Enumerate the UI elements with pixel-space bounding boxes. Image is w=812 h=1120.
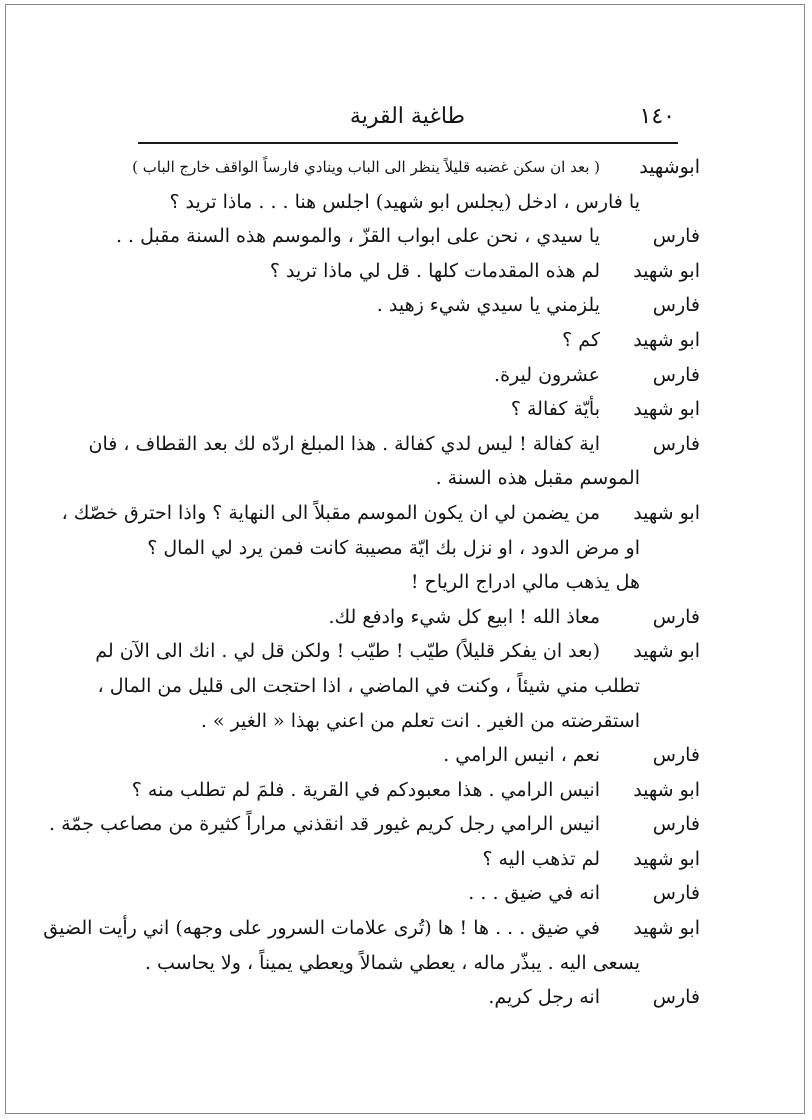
speaker-name: فارس: [652, 882, 700, 905]
dialogue-line: [100, 254, 700, 289]
speech-text: بأيّة كفالة ؟: [510, 398, 600, 421]
dialogue-line: [100, 565, 700, 600]
speech-text: انه رجل كريم.: [488, 986, 600, 1009]
speaker-name: فارس: [652, 294, 700, 317]
dialogue-line: [100, 461, 700, 496]
speaker-name: ابو شهيد: [633, 328, 700, 351]
speaker-name: فارس: [652, 225, 700, 248]
speech-text: يسعى اليه . يبذّر ماله ، يعطي شمالاً ويعطي يميناً ، ولا يحاسب .: [144, 951, 640, 974]
speech-text: نعم ، انيس الرامي .: [443, 744, 600, 767]
dialogue-line: [100, 946, 700, 981]
dialogue-line: [100, 600, 700, 635]
speech-text: الموسم مقبل هذه السنة .: [435, 467, 640, 490]
speech-text: يا فارس ، ادخل (يجلس ابو شهيد) اجلس هنا . . . ماذا تريد ؟: [169, 190, 640, 213]
speaker-name: فارس: [652, 986, 700, 1009]
dialogue-line: [100, 392, 700, 427]
dialogue-line: [100, 738, 700, 773]
speaker-name: ابو شهيد: [633, 398, 700, 421]
speech-text: انيس الرامي . هذا معبودكم في القرية . فلمَ لم تطلب منه ؟: [131, 778, 600, 801]
page-number: ١٤٠: [639, 104, 675, 129]
speech-text: ( بعد ان سكن غضبه قليلاً ينظر الى الباب وينادي فارساً الواقف خارج الباب ): [132, 158, 600, 176]
dialogue-line: [100, 150, 700, 185]
dialogue-line: [95, 634, 700, 669]
dialogue-line: [100, 219, 700, 254]
speaker-name: فارس: [652, 363, 700, 386]
speech-text: اية كفالة ! ليس لدي كفالة . هذا المبلغ اردّه لك بعد القطاف ، فان: [88, 432, 600, 455]
speech-text: لم هذه المقدمات كلها . قل لي ماذا تريد ؟: [269, 259, 600, 282]
dialogue-line: [43, 911, 700, 946]
speech-text: (بعد ان يفكر قليلاً) طيّب ! طيّب ! ولكن قل لي . انك الى الآن لم: [95, 640, 600, 663]
speech-text: استقرضته من الغير . انت تعلم من اعني بهذا « الغير » .: [200, 709, 640, 732]
speech-text: يلزمني يا سيدي شيء زهيد .: [376, 294, 600, 317]
speaker-name: ابو شهيد: [633, 847, 700, 870]
speaker-name: ابو شهيد: [633, 259, 700, 282]
dialogue-line: [97, 669, 700, 704]
speech-text: لم تذهب اليه ؟: [482, 847, 600, 870]
dialogue-line: [100, 358, 700, 393]
speech-text: يا سيدي ، نحن على ابواب القزّ ، والموسم هذه السنة مقبل . .: [115, 225, 600, 248]
dialogue-line: [100, 323, 700, 358]
dialogue-line: [100, 876, 700, 911]
speaker-name: ابو شهيد: [633, 778, 700, 801]
dialogue-line: [49, 807, 700, 842]
dialogue-line: [88, 427, 700, 462]
speaker-name: ابو شهيد: [633, 917, 700, 940]
dialogue-line: [61, 496, 700, 531]
speech-text: كم ؟: [562, 328, 600, 351]
dialogue-body: [43, 150, 700, 1015]
speech-text: معاذ الله ! ابيع كل شيء وادفع لك.: [328, 605, 600, 628]
speaker-name: فارس: [652, 813, 700, 836]
dialogue-line: [100, 704, 700, 739]
speech-text: تطلب مني شيئاً ، وكنت في الماضي ، اذا احتجت الى قليل من المال ،: [97, 674, 640, 697]
speech-text: انيس الرامي رجل كريم غيور قد انقذني مراراً كثيرة من مصاعب جمّة .: [49, 813, 600, 836]
speech-text: عشرون ليرة.: [494, 363, 600, 386]
speaker-name: ابو شهيد: [633, 501, 700, 524]
dialogue-line: [100, 288, 700, 323]
header-rule: [138, 142, 678, 144]
speaker-name: فارس: [652, 744, 700, 767]
running-title: طاغية القرية: [349, 104, 466, 129]
speech-text: هل يذهب مالي ادراج الرياح !: [410, 571, 640, 594]
speaker-name: ابوشهيد: [639, 156, 700, 178]
dialogue-line: [100, 773, 700, 808]
speaker-name: فارس: [652, 432, 700, 455]
speech-text: في ضيق . . . ها ! ها (تُرى علامات السرور على وجهه) اني رأيت الضيق: [43, 917, 600, 940]
speaker-name: فارس: [652, 605, 700, 628]
dialogue-line: [100, 531, 700, 566]
speech-text: انه في ضيق . . .: [468, 882, 600, 905]
running-header: [140, 104, 675, 140]
speech-text: من يضمن لي ان يكون الموسم مقبلاً الى النهاية ؟ واذا احترق خصّك ،: [61, 501, 600, 524]
dialogue-line: [100, 842, 700, 877]
dialogue-line: [100, 185, 700, 220]
dialogue-line: [100, 980, 700, 1015]
speaker-name: ابو شهيد: [633, 640, 700, 663]
speech-text: او مرض الدود ، او نزل بك ايّة مصيبة كانت فمن يرد لي المال ؟: [147, 536, 640, 559]
